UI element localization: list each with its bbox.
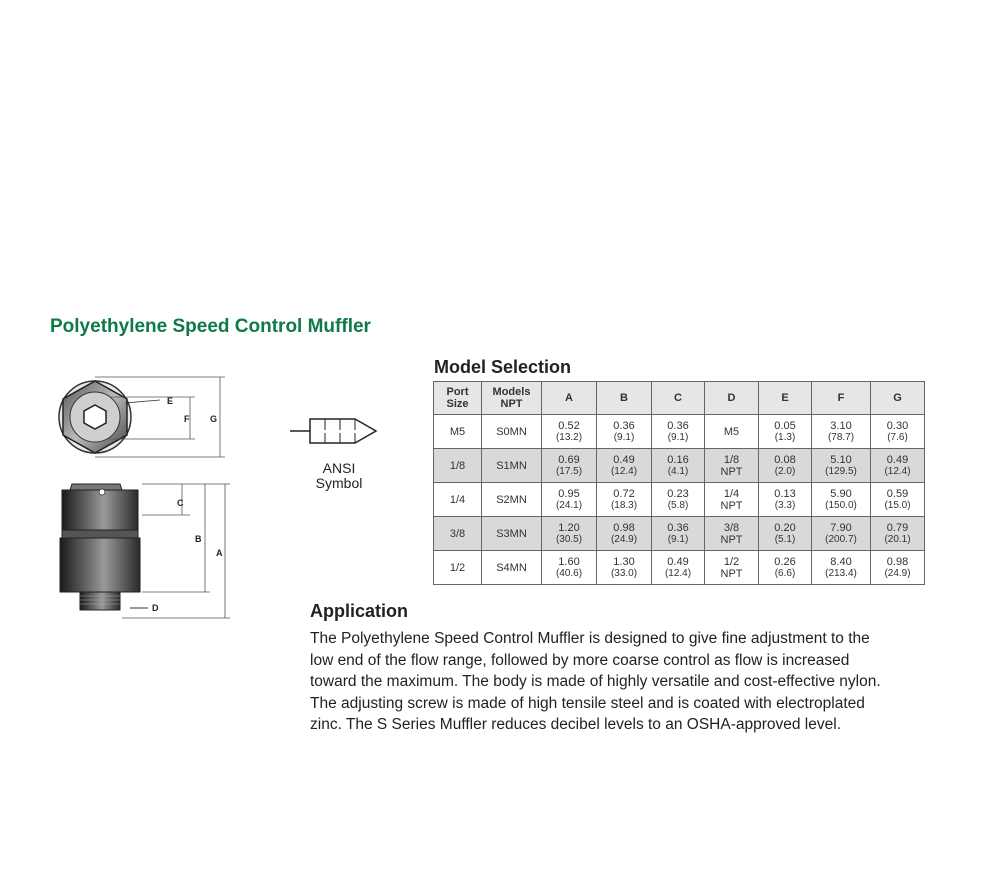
- table-cell: [871, 483, 925, 517]
- table-row: [434, 449, 925, 483]
- value-inch: 0.30: [886, 419, 909, 432]
- table-cell: [812, 415, 871, 449]
- value-inch: 0.16: [667, 453, 689, 466]
- dim-label-c: C: [177, 498, 184, 508]
- value-inch: 0.49: [667, 555, 689, 568]
- table-cell: S1MN: [482, 449, 542, 483]
- table-cell: [542, 517, 597, 551]
- table-cell: [652, 551, 705, 585]
- value-inch: 0.69: [558, 453, 580, 466]
- value-mm: (12.4): [664, 567, 692, 579]
- page-title: Polyethylene Speed Control Muffler: [50, 316, 371, 337]
- value-mm: (5.1): [774, 533, 796, 545]
- value-mm: (12.4): [884, 465, 911, 477]
- value-inch: 1.60: [558, 555, 580, 568]
- table-row: [434, 517, 925, 551]
- table-cell: [812, 551, 871, 585]
- application-line: zinc. The S Series Muffler reduces decibel levels to an OSHA-approved level.: [310, 716, 841, 733]
- value-mm: (12.4): [610, 465, 638, 477]
- table-cell: [705, 551, 759, 585]
- value-mm: (2.0): [774, 465, 796, 477]
- value-inch: M5: [723, 425, 740, 438]
- value-mm: (6.6): [774, 567, 796, 579]
- value-mm: (40.6): [555, 567, 583, 579]
- table-cell: [759, 483, 812, 517]
- value-inch: 1.20: [558, 521, 580, 534]
- table-cell: [542, 551, 597, 585]
- column-header: F: [812, 382, 871, 415]
- table-cell: [597, 449, 652, 483]
- value-mm: (200.7): [825, 533, 857, 545]
- value-mm: (7.6): [887, 431, 908, 443]
- dim-label-d: D: [152, 603, 159, 613]
- table-cell: [597, 551, 652, 585]
- value-inch: 0.36: [613, 419, 635, 432]
- table-cell: [542, 483, 597, 517]
- table-cell: [597, 415, 652, 449]
- column-header-line: NPT: [500, 398, 523, 410]
- column-header: A: [542, 382, 597, 415]
- value-mm: NPT: [720, 499, 743, 512]
- value-inch: 5.10: [830, 453, 852, 466]
- table-cell: [759, 415, 812, 449]
- value-mm: (9.1): [667, 533, 689, 545]
- column-header: [434, 382, 482, 415]
- table-cell: [705, 517, 759, 551]
- value-mm: (33.0): [610, 567, 638, 579]
- table-cell: [812, 517, 871, 551]
- value-mm: (17.5): [555, 465, 583, 477]
- table-cell: [652, 449, 705, 483]
- column-header: E: [759, 382, 812, 415]
- application-line: The Polyethylene Speed Control Muffler is designed to give fine adjustment to the: [310, 630, 870, 647]
- dim-label-a: A: [216, 548, 223, 558]
- value-mm: (213.4): [825, 567, 857, 579]
- column-header: G: [871, 382, 925, 415]
- table-row: [434, 551, 925, 585]
- table-cell: [759, 449, 812, 483]
- value-inch: 0.23: [667, 487, 689, 500]
- value-inch: 1.30: [613, 555, 635, 568]
- value-mm: (24.9): [884, 567, 911, 579]
- value-inch: 5.90: [830, 487, 852, 500]
- dim-label-e: E: [167, 396, 174, 406]
- value-mm: (78.7): [827, 431, 855, 443]
- table-cell: S3MN: [482, 517, 542, 551]
- value-mm: (20.1): [884, 533, 911, 545]
- application-title: Application: [310, 601, 408, 621]
- value-inch: 1/2: [723, 555, 740, 568]
- table-cell: S0MN: [482, 415, 542, 449]
- value-mm: (150.0): [825, 499, 857, 511]
- dim-label-b: B: [195, 534, 202, 544]
- application-text: [310, 628, 950, 736]
- value-mm: (1.3): [774, 431, 796, 443]
- muffler-dimension-drawing: [50, 370, 310, 630]
- column-header-line: Models: [492, 386, 531, 398]
- table-header-row: [434, 382, 925, 415]
- value-inch: 0.79: [886, 521, 909, 534]
- top-view-hex: [59, 377, 225, 457]
- value-inch: 0.05: [774, 419, 796, 432]
- table-cell: [812, 483, 871, 517]
- value-inch: 0.08: [774, 453, 796, 466]
- table-cell: 1/2: [434, 551, 482, 585]
- value-mm: NPT: [720, 567, 743, 580]
- value-inch: 0.52: [558, 419, 580, 432]
- value-inch: 0.13: [774, 487, 796, 500]
- value-inch: 0.59: [886, 487, 909, 500]
- value-inch: 1/8: [723, 453, 740, 466]
- table-cell: [759, 551, 812, 585]
- value-mm: (15.0): [884, 499, 911, 511]
- value-inch: 0.26: [774, 555, 796, 568]
- table-row: [434, 415, 925, 449]
- column-header-line: Size: [446, 398, 469, 410]
- dim-label-g: G: [210, 414, 218, 424]
- model-selection-table: [433, 381, 925, 585]
- value-inch: 1/4: [723, 487, 740, 500]
- table-cell: [705, 449, 759, 483]
- ansi-symbol-label: [306, 461, 372, 491]
- value-mm: (30.5): [555, 533, 583, 545]
- table-cell: [652, 415, 705, 449]
- column-header: B: [597, 382, 652, 415]
- table-cell: M5: [434, 415, 482, 449]
- table-cell: [705, 415, 759, 449]
- column-header: [482, 382, 542, 415]
- table-cell: [597, 483, 652, 517]
- value-mm: (129.5): [825, 465, 857, 477]
- model-selection-title: Model Selection: [434, 357, 572, 377]
- table-cell: [542, 449, 597, 483]
- table-cell: [652, 483, 705, 517]
- table-cell: S2MN: [482, 483, 542, 517]
- value-inch: 0.49: [613, 453, 635, 466]
- value-inch: 0.20: [774, 521, 796, 534]
- table-cell: [871, 449, 925, 483]
- value-inch: 3.10: [830, 419, 852, 432]
- application-line: toward the maximum. The body is made of highly versatile and cost-effective nylon.: [310, 673, 881, 690]
- value-inch: 0.49: [886, 453, 909, 466]
- value-mm: (9.1): [667, 431, 689, 443]
- value-mm: NPT: [720, 465, 743, 478]
- table-cell: 1/4: [434, 483, 482, 517]
- table-row: [434, 483, 925, 517]
- table-cell: 1/8: [434, 449, 482, 483]
- table-cell: S4MN: [482, 551, 542, 585]
- value-inch: 8.40: [830, 555, 852, 568]
- table-cell: [871, 551, 925, 585]
- value-mm: (9.1): [613, 431, 635, 443]
- column-header: D: [705, 382, 759, 415]
- value-inch: 3/8: [723, 521, 740, 534]
- value-inch: 0.98: [886, 555, 909, 568]
- column-header: C: [652, 382, 705, 415]
- value-inch: 0.36: [667, 419, 689, 432]
- dim-label-f: F: [184, 414, 190, 424]
- value-inch: 0.95: [558, 487, 580, 500]
- application-line: The adjusting screw is made of high tensile steel and is coated with electroplated: [310, 694, 865, 712]
- ansi-label-line1: ANSI: [322, 460, 356, 476]
- value-inch: 0.98: [613, 521, 635, 534]
- ansi-label-line2: Symbol: [315, 475, 363, 491]
- value-mm: (18.3): [610, 499, 638, 511]
- value-inch: 0.36: [667, 521, 689, 534]
- value-inch: 0.72: [613, 487, 635, 500]
- value-inch: 7.90: [830, 521, 852, 534]
- application-line: low end of the flow range, followed by more coarse control as flow is increased: [310, 651, 850, 669]
- side-view: [60, 484, 230, 618]
- value-mm: (3.3): [774, 499, 796, 511]
- value-mm: NPT: [720, 533, 743, 546]
- table-cell: [705, 483, 759, 517]
- value-mm: (24.1): [555, 499, 583, 511]
- table-cell: [759, 517, 812, 551]
- value-mm: (4.1): [667, 465, 689, 477]
- table-cell: [652, 517, 705, 551]
- table-cell: [871, 517, 925, 551]
- table-cell: [812, 449, 871, 483]
- table-cell: [871, 415, 925, 449]
- column-header-line: Port: [446, 386, 469, 398]
- table-cell: [542, 415, 597, 449]
- table-cell: [597, 517, 652, 551]
- table-cell: 3/8: [434, 517, 482, 551]
- value-mm: (13.2): [555, 431, 583, 443]
- value-mm: (5.8): [667, 499, 689, 511]
- value-mm: (24.9): [610, 533, 638, 545]
